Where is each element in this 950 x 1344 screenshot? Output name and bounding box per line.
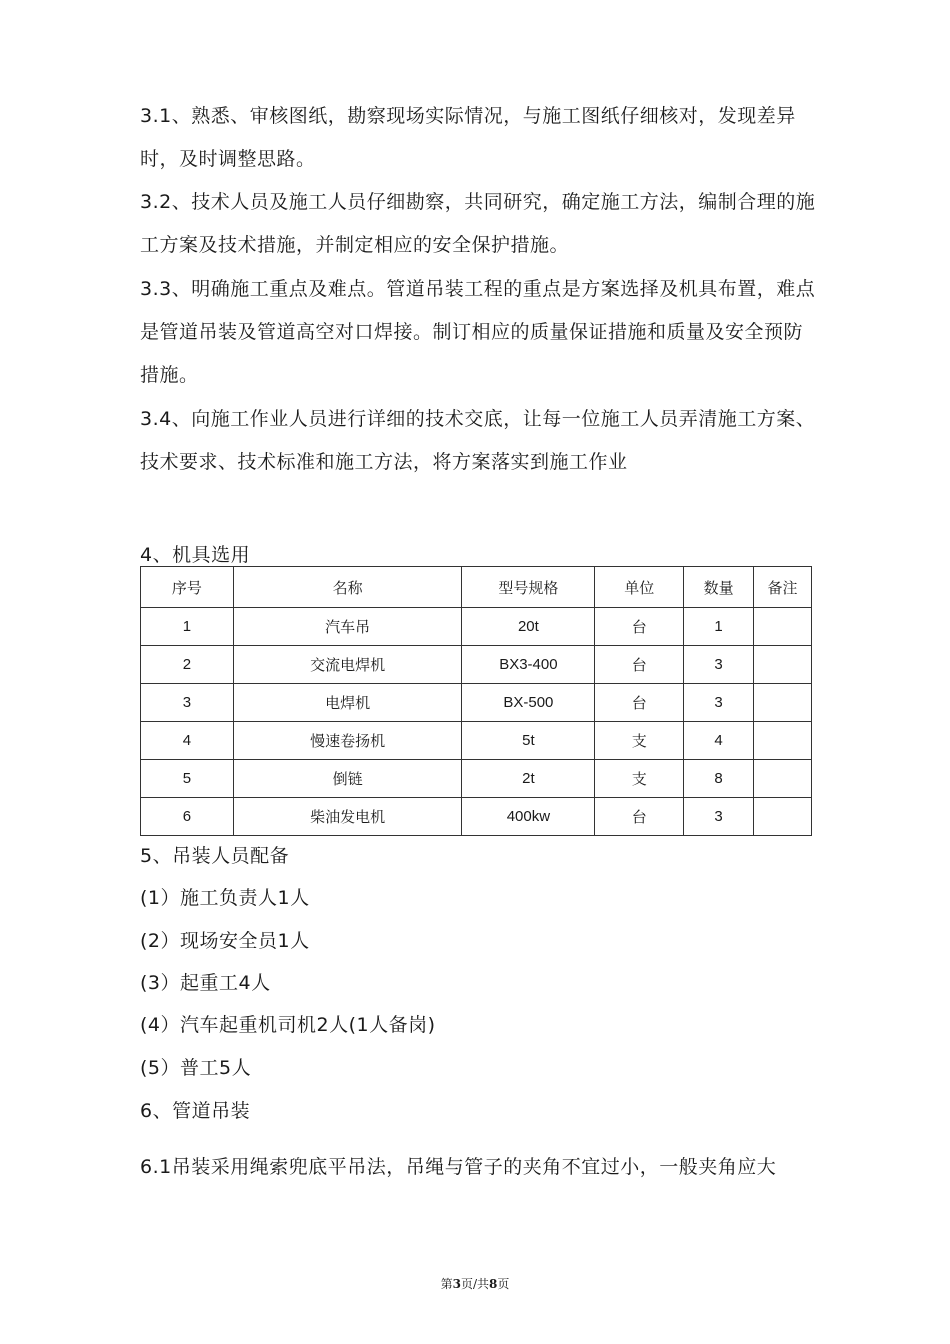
table-cell bbox=[754, 646, 812, 684]
table-cell: 支 bbox=[595, 760, 684, 798]
table-cell: 台 bbox=[595, 684, 684, 722]
table-cell: 支 bbox=[595, 722, 684, 760]
table-cell: 3 bbox=[684, 684, 754, 722]
table-cell: 汽车吊 bbox=[233, 608, 462, 646]
table-row bbox=[141, 608, 812, 646]
table-header-cell: 型号规格 bbox=[462, 567, 595, 608]
table-row bbox=[141, 798, 812, 836]
table-cell: 柴油发电机 bbox=[233, 798, 462, 836]
staff-item: (1）施工负责人1人 bbox=[140, 887, 310, 909]
table-cell bbox=[754, 760, 812, 798]
table-header-cell: 备注 bbox=[754, 567, 812, 608]
table-cell: 5 bbox=[141, 760, 234, 798]
table-cell: 台 bbox=[595, 646, 684, 684]
table-cell: 3 bbox=[684, 646, 754, 684]
table-cell bbox=[754, 722, 812, 760]
page-footer bbox=[0, 1275, 950, 1292]
table-header-cell: 单位 bbox=[595, 567, 684, 608]
paragraph-3-3: 3.3、明确施工重点及难点。管道吊装工程的重点是方案选择及机具布置，难点是管道吊装及管道高空对口焊接。制订相应的质量保证措施和质量及安全预防措施。 bbox=[140, 278, 816, 386]
footer-page-number: 3 bbox=[452, 1277, 461, 1291]
paragraph-3-1: 3.1、熟悉、审核图纸，勘察现场实际情况，与施工图纸仔细核对，发现差异时，及时调整思路。 bbox=[140, 105, 796, 170]
table-header-cell: 名称 bbox=[233, 567, 462, 608]
table-header-row bbox=[141, 567, 812, 608]
equipment-table bbox=[140, 566, 812, 836]
table-cell: 6 bbox=[141, 798, 234, 836]
paragraph-6-1: 6.1吊装采用绳索兜底平吊法，吊绳与管子的夹角不宜过小，一般夹角应大 bbox=[140, 1156, 777, 1178]
table-cell: 8 bbox=[684, 760, 754, 798]
table-cell: 3 bbox=[684, 798, 754, 836]
table-header-cell: 数量 bbox=[684, 567, 754, 608]
table-cell: 5t bbox=[462, 722, 595, 760]
table-cell: BX3-400 bbox=[462, 646, 595, 684]
table-cell bbox=[754, 608, 812, 646]
footer-total-pages: 8 bbox=[489, 1277, 498, 1291]
table-cell: 1 bbox=[684, 608, 754, 646]
table-cell: 3 bbox=[141, 684, 234, 722]
section-6-heading: 6、管道吊装 bbox=[140, 1100, 251, 1122]
footer-middle: 页/共 bbox=[460, 1277, 490, 1291]
section-4-heading: 4、机具选用 bbox=[140, 544, 251, 566]
paragraph-3-4: 3.4、向施工作业人员进行详细的技术交底，让每一位施工人员弄清施工方案、技术要求、技术标准和施工方法，将方案落实到施工作业 bbox=[140, 408, 816, 473]
table-cell bbox=[754, 684, 812, 722]
table-cell: 1 bbox=[141, 608, 234, 646]
table-row bbox=[141, 722, 812, 760]
table-cell: 台 bbox=[595, 608, 684, 646]
footer-suffix: 页 bbox=[497, 1277, 510, 1291]
table-row bbox=[141, 646, 812, 684]
staff-item: (2）现场安全员1人 bbox=[140, 930, 310, 952]
table-cell: 电焊机 bbox=[233, 684, 462, 722]
table-header-cell: 序号 bbox=[141, 567, 234, 608]
table-cell bbox=[754, 798, 812, 836]
table-cell: BX-500 bbox=[462, 684, 595, 722]
table-cell: 倒链 bbox=[233, 760, 462, 798]
section-5-heading: 5、吊装人员配备 bbox=[140, 845, 290, 867]
table-cell: 交流电焊机 bbox=[233, 646, 462, 684]
table-row bbox=[141, 760, 812, 798]
table-cell: 2t bbox=[462, 760, 595, 798]
table-cell: 4 bbox=[684, 722, 754, 760]
table-cell: 4 bbox=[141, 722, 234, 760]
staff-item: (3）起重工4人 bbox=[140, 972, 271, 994]
staff-item: (5）普工5人 bbox=[140, 1057, 252, 1079]
footer-prefix: 第 bbox=[440, 1277, 453, 1291]
table-cell: 20t bbox=[462, 608, 595, 646]
table-cell: 400kw bbox=[462, 798, 595, 836]
staff-item: (4）汽车起重机司机2人(1人备岗) bbox=[140, 1014, 436, 1036]
paragraph-3-2: 3.2、技术人员及施工人员仔细勘察，共同研究，确定施工方法，编制合理的施工方案及技术措施，并制定相应的安全保护措施。 bbox=[140, 191, 816, 256]
table-cell: 慢速卷扬机 bbox=[233, 722, 462, 760]
table-row bbox=[141, 684, 812, 722]
table-cell: 台 bbox=[595, 798, 684, 836]
table-cell: 2 bbox=[141, 646, 234, 684]
